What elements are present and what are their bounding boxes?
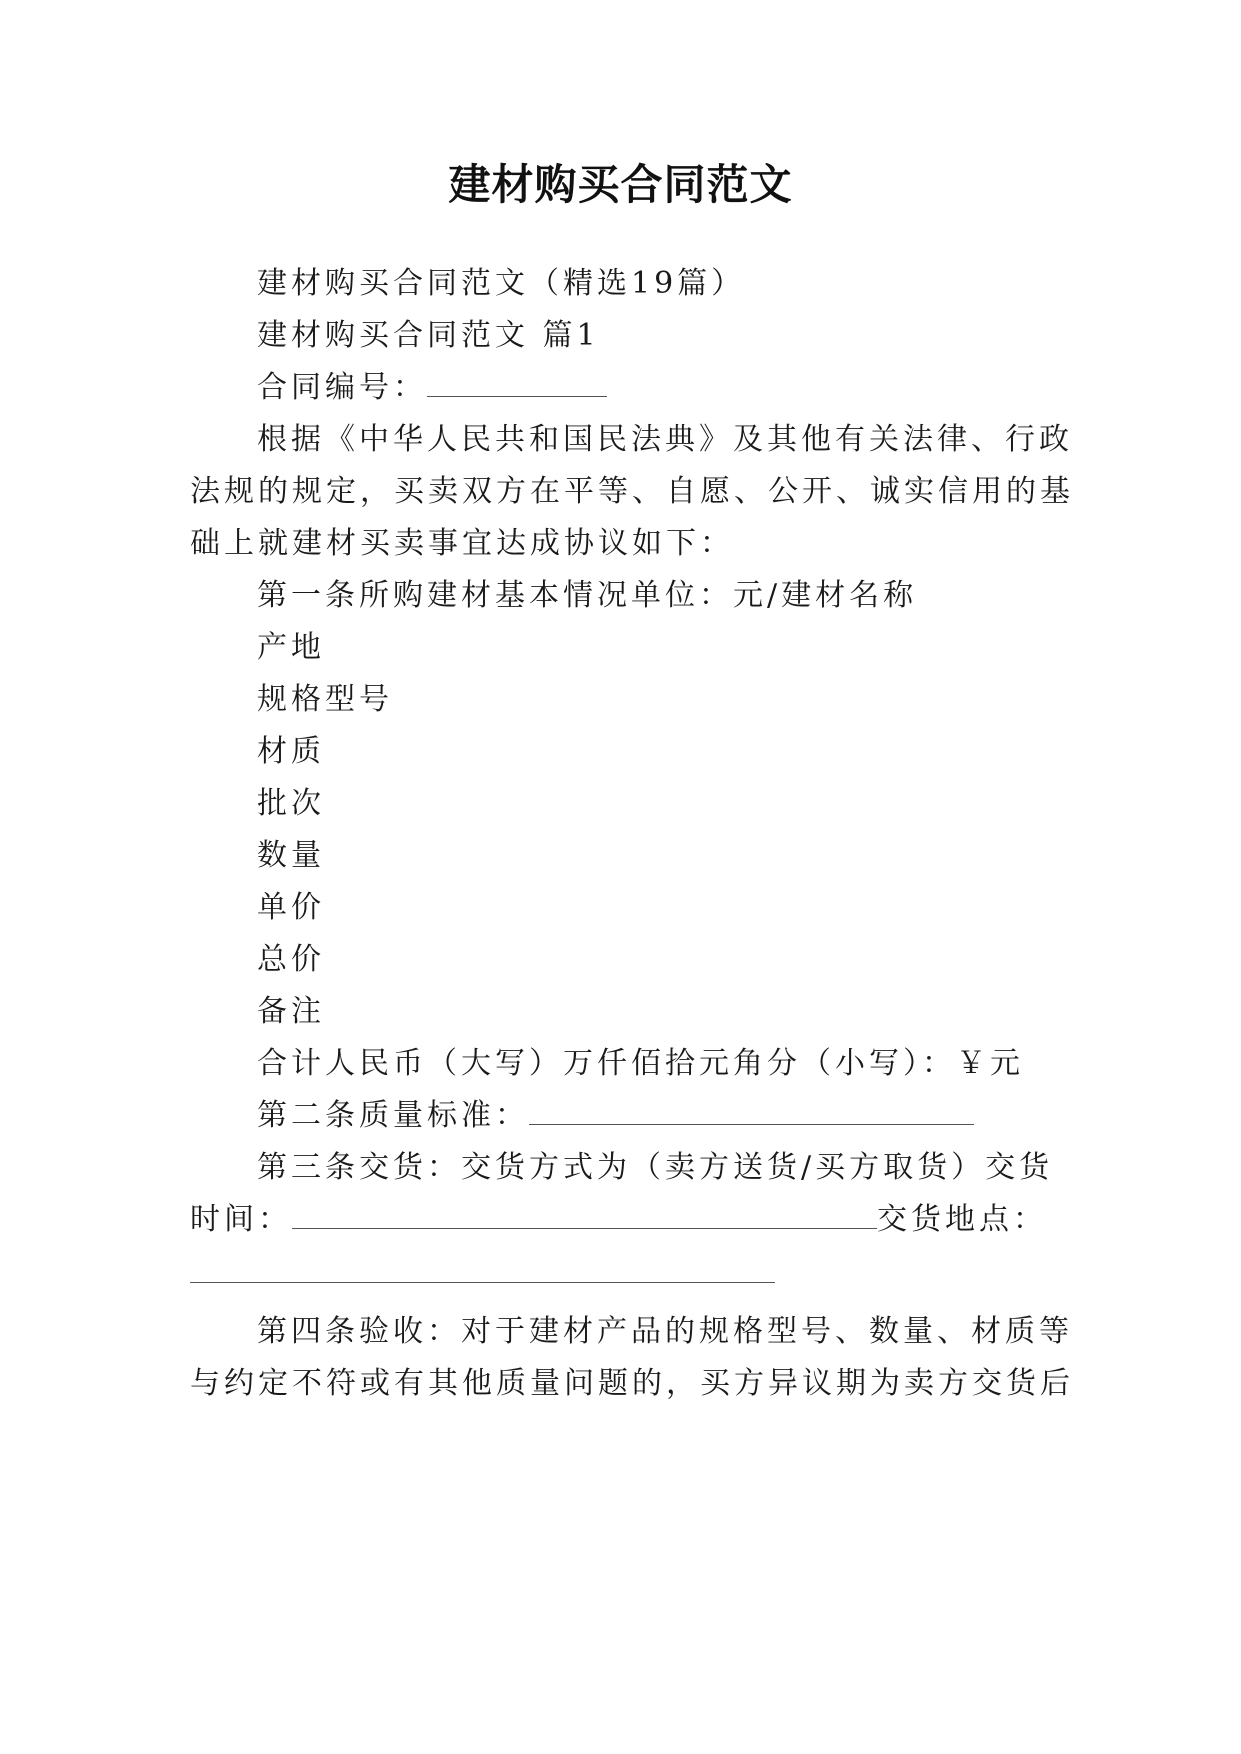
delivery-time-blank (292, 1202, 877, 1229)
article4-line-2: 与约定不符或有其他质量问题的，买方异议期为卖方交货后 (190, 1366, 1074, 1401)
field-quantity: 数量 (257, 838, 325, 873)
delivery-place-line (190, 1252, 1060, 1296)
field-batch: 批次 (257, 786, 325, 821)
field-material: 材质 (257, 734, 325, 769)
field-origin: 产地 (257, 630, 325, 665)
quality-standard-blank (529, 1098, 974, 1125)
field-remarks: 备注 (257, 994, 325, 1029)
preamble-line-2: 法规的规定，买卖双方在平等、自愿、公开、诚实信用的基 (190, 474, 1074, 509)
section-heading: 建材购买合同范文 篇1 (257, 318, 600, 353)
document-title: 建材购买合同范文 (448, 160, 793, 209)
article4-line-1: 第四条验收：对于建材产品的规格型号、数量、材质等 (257, 1314, 1073, 1349)
article2-line (257, 1094, 1127, 1138)
field-model: 规格型号 (257, 682, 393, 717)
contract-number-label: 合同编号： (257, 370, 427, 405)
preamble-line-3: 础上就建材买卖事宜达成协议如下： (190, 526, 734, 561)
delivery-place-blank (190, 1256, 775, 1283)
total-amount-line: 合计人民币（大写）万仟佰拾元角分（小写）：￥元 (257, 1046, 1024, 1081)
field-unit-price: 单价 (257, 890, 325, 925)
subtitle: 建材购买合同范文（精选19篇） (257, 266, 746, 301)
article3-line-2 (190, 1198, 1060, 1242)
field-total-price: 总价 (257, 942, 325, 977)
delivery-time-label: 时间： (190, 1202, 292, 1237)
contract-number-blank (427, 370, 607, 397)
article2-label: 第二条质量标准： (257, 1098, 529, 1133)
contract-number-line (257, 366, 1127, 410)
article3-line-1: 第三条交货：交货方式为（卖方送货/买方取货）交货 (257, 1150, 1054, 1185)
preamble-line-1: 根据《中华人民共和国民法典》及其他有关法律、行政 (257, 422, 1073, 457)
delivery-place-label: 交货地点： (877, 1202, 1047, 1237)
article1-heading: 第一条所购建材基本情况单位：元/建材名称 (257, 578, 918, 613)
